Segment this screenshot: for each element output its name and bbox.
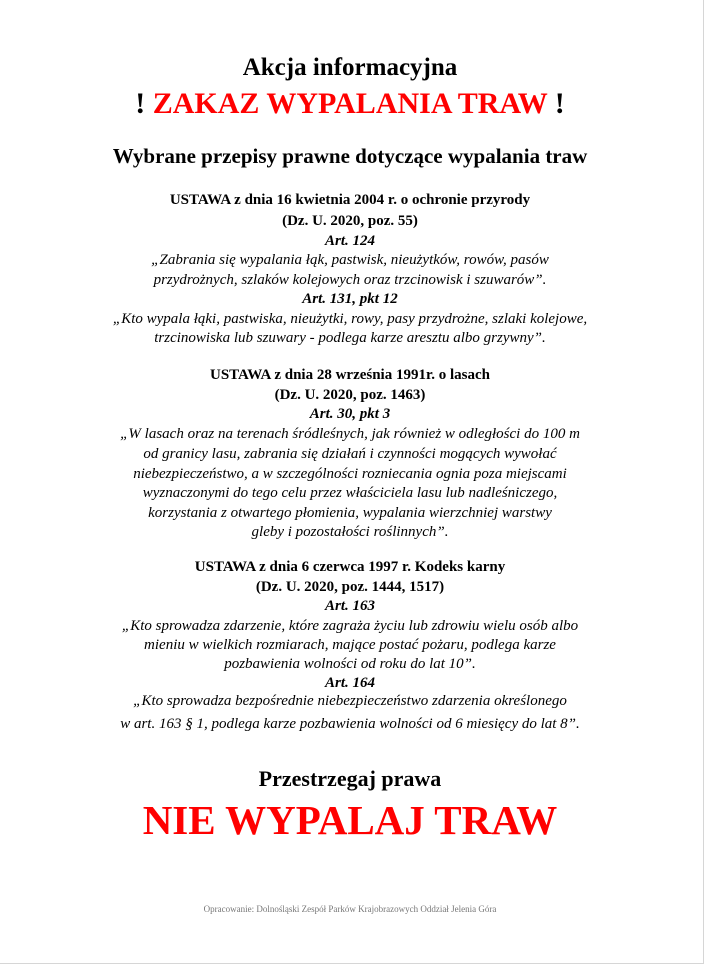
act-title: USTAWA z dnia 16 kwietnia 2004 r. o ochronie przyrody bbox=[169, 192, 531, 208]
article-text-line: mieniu w wielkich rozmiarach, mające postać pożaru, podlega karze bbox=[144, 637, 556, 653]
article-text-line: „Kto sprowadza zdarzenie, które zagraża życiu lub zdrowiu wielu osób albo bbox=[121, 618, 579, 634]
page-subtitle: Wybrane przepisy prawne dotyczące wypalania traw bbox=[112, 144, 588, 168]
article-text-line: gleby i pozostałości roślinnych”. bbox=[251, 524, 449, 540]
article-text-line: „Kto wypala łąki, pastwiska, nieużytki, rowy, pasy przydrożne, szlaki kolejowe, bbox=[112, 311, 588, 327]
ban-suffix: ! bbox=[547, 87, 565, 120]
header-title: Akcja informacyjna bbox=[242, 54, 458, 81]
article-text-line: przydrożnych, szlaków kolejowych oraz trzcinowisk i szuwarów”. bbox=[153, 272, 547, 288]
article-text-line: w art. 163 § 1, podlega karze pozbawienia wolności od 6 miesięcy do lat 8”. bbox=[120, 716, 580, 732]
article-text-line: trzcinowiska lub szuwary - podlega karze aresztu albo grzywny”. bbox=[154, 330, 546, 346]
act-citation: (Dz. U. 2020, poz. 1463) bbox=[274, 387, 426, 403]
article-text-line: korzystania z otwartego płomienia, wypalania wierzchniej warstwy bbox=[148, 505, 552, 521]
respect-law-heading: Przestrzegaj prawa bbox=[258, 766, 442, 791]
article-label: Art. 131, pkt 12 bbox=[302, 291, 398, 307]
article-label: Art. 164 bbox=[324, 675, 375, 691]
article-text-line: wyznaczonymi do tego celu przez właściciela lasu lub nadleśniczego, bbox=[142, 485, 558, 501]
article-text-line: niebezpieczeństwo, a w szczególności rozniecania ognia poza miejscami bbox=[133, 466, 567, 482]
article-label: Art. 163 bbox=[324, 598, 375, 614]
article-text-line: „Kto sprowadza bezpośrednie niebezpieczeństwo zdarzenia określonego bbox=[133, 693, 567, 709]
footer-credit: Opracowanie: Dolnośląski Zespół Parków Krajobrazowych Oddział Jelenia Góra bbox=[203, 904, 497, 914]
act-title: USTAWA z dnia 28 września 1991r. o lasach bbox=[209, 367, 491, 383]
article-text-line: pozbawienia wolności od roku do lat 10”. bbox=[224, 656, 476, 672]
slogan-heading: NIE WYPALAJ TRAW bbox=[142, 797, 558, 843]
act-citation: (Dz. U. 2020, poz. 55) bbox=[282, 213, 418, 229]
article-text-line: „W lasach oraz na terenach śródleśnych, jak również w odległości do 100 m bbox=[120, 426, 580, 442]
article-label: Art. 124 bbox=[324, 233, 375, 249]
article-text-line: „Zabrania się wypalania łąk, pastwisk, nieużytków, rowów, pasów bbox=[151, 252, 549, 268]
article-label: Art. 30, pkt 3 bbox=[309, 406, 391, 422]
article-text-line: od granicy lasu, zabrania się działań i czynności mogących wywołać bbox=[143, 446, 557, 462]
ban-heading bbox=[0, 87, 700, 121]
act-title: USTAWA z dnia 6 czerwca 1997 r. Kodeks karny bbox=[194, 559, 506, 575]
act-citation: (Dz. U. 2020, poz. 1444, 1517) bbox=[255, 579, 445, 595]
ban-prefix: ! bbox=[135, 87, 153, 120]
ban-text: ZAKAZ WYPALANIA TRAW bbox=[152, 87, 548, 120]
